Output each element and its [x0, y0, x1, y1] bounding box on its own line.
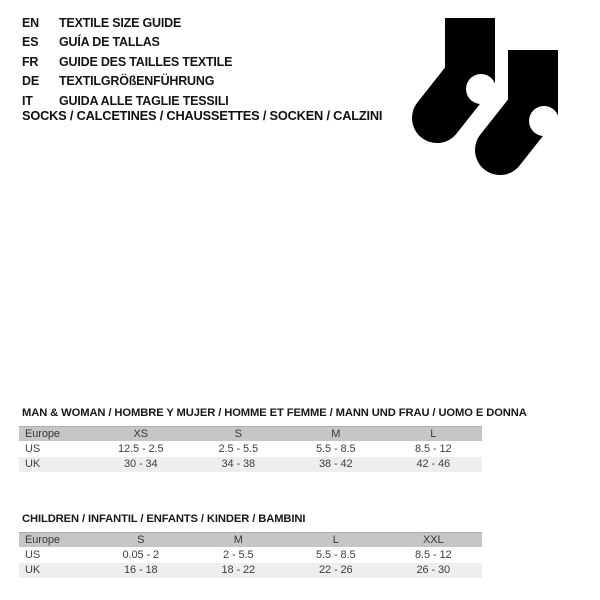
- language-row-de: [22, 72, 232, 92]
- language-label: TEXTILE SIZE GUIDE: [59, 15, 182, 30]
- size-cell: 22 - 26: [318, 564, 353, 577]
- table-row-uk: [19, 563, 482, 579]
- socks-icon: [380, 0, 600, 200]
- table-row-us: [19, 441, 482, 457]
- size-cell: 0.05 - 2: [122, 548, 159, 561]
- row-label: US: [25, 442, 41, 455]
- language-code: IT: [22, 93, 33, 108]
- language-code: EN: [22, 15, 39, 30]
- size-cell: 12.5 - 2.5: [118, 442, 164, 455]
- column-header-s: S: [234, 428, 242, 440]
- size-cell: 16 - 18: [123, 564, 158, 577]
- language-row-es: [22, 33, 232, 53]
- language-label: GUÍA DE TALLAS: [59, 35, 160, 50]
- table-title-adults: MAN & WOMAN / HOMBRE Y MUJER / HOMME ET FEMME / MANN UND FRAU / UOMO E DONNA: [22, 407, 527, 419]
- table-header-row: [19, 532, 482, 547]
- size-cell: 38 - 42: [318, 458, 353, 471]
- row-label: UK: [25, 458, 41, 471]
- table-header-row: [19, 426, 482, 441]
- size-cell: 2.5 - 5.5: [218, 442, 258, 455]
- language-row-en: [22, 13, 232, 33]
- column-header-europe: Europe: [25, 428, 60, 440]
- size-cell: 8.5 - 12: [414, 442, 452, 455]
- size-cell: 8.5 - 12: [414, 548, 452, 561]
- language-row-fr: [22, 52, 232, 72]
- sock-heel-cutout: [529, 106, 559, 136]
- table-title-children: CHILDREN / INFANTIL / ENFANTS / KINDER / BAMBINI: [22, 513, 306, 525]
- row-label: UK: [25, 564, 41, 577]
- language-label: TEXTILGRÖßENFÜHRUNG: [59, 74, 215, 89]
- column-header-l: L: [332, 534, 339, 546]
- size-cell: 5.5 - 8.5: [316, 442, 356, 455]
- sock-heel-cutout: [466, 74, 496, 104]
- column-header-m: M: [331, 428, 341, 440]
- column-header-s: S: [137, 534, 145, 546]
- language-label: GUIDA ALLE TAGLIE TESSILI: [59, 93, 229, 108]
- sock-left-shape: [437, 18, 496, 118]
- table-row-uk: [19, 457, 482, 473]
- column-header-xxl: XXL: [423, 534, 444, 546]
- column-header-europe: Europe: [25, 534, 60, 546]
- size-cell: 34 - 38: [221, 458, 256, 471]
- column-header-m: M: [233, 534, 243, 546]
- size-cell: 26 - 30: [416, 564, 451, 577]
- size-cell: 18 - 22: [221, 564, 256, 577]
- column-header-l: L: [430, 428, 437, 440]
- language-list: [22, 13, 232, 111]
- sock-right-shape: [500, 50, 559, 150]
- column-header-xs: XS: [133, 428, 148, 440]
- size-cell: 30 - 34: [123, 458, 158, 471]
- size-table-adults: [19, 407, 527, 472]
- table-row-us: [19, 547, 482, 563]
- language-code: ES: [22, 35, 39, 50]
- row-label: US: [25, 548, 41, 561]
- size-table-children: [19, 513, 482, 578]
- language-code: FR: [22, 54, 39, 69]
- size-cell: 42 - 46: [416, 458, 451, 471]
- language-label: GUIDE DES TAILLES TEXTILE: [59, 54, 233, 69]
- language-code: DE: [22, 74, 39, 89]
- category-title: SOCKS / CALCETINES / CHAUSSETTES / SOCKEN / CALZINI: [22, 108, 383, 123]
- size-cell: 5.5 - 8.5: [316, 548, 356, 561]
- size-cell: 2 - 5.5: [223, 548, 254, 561]
